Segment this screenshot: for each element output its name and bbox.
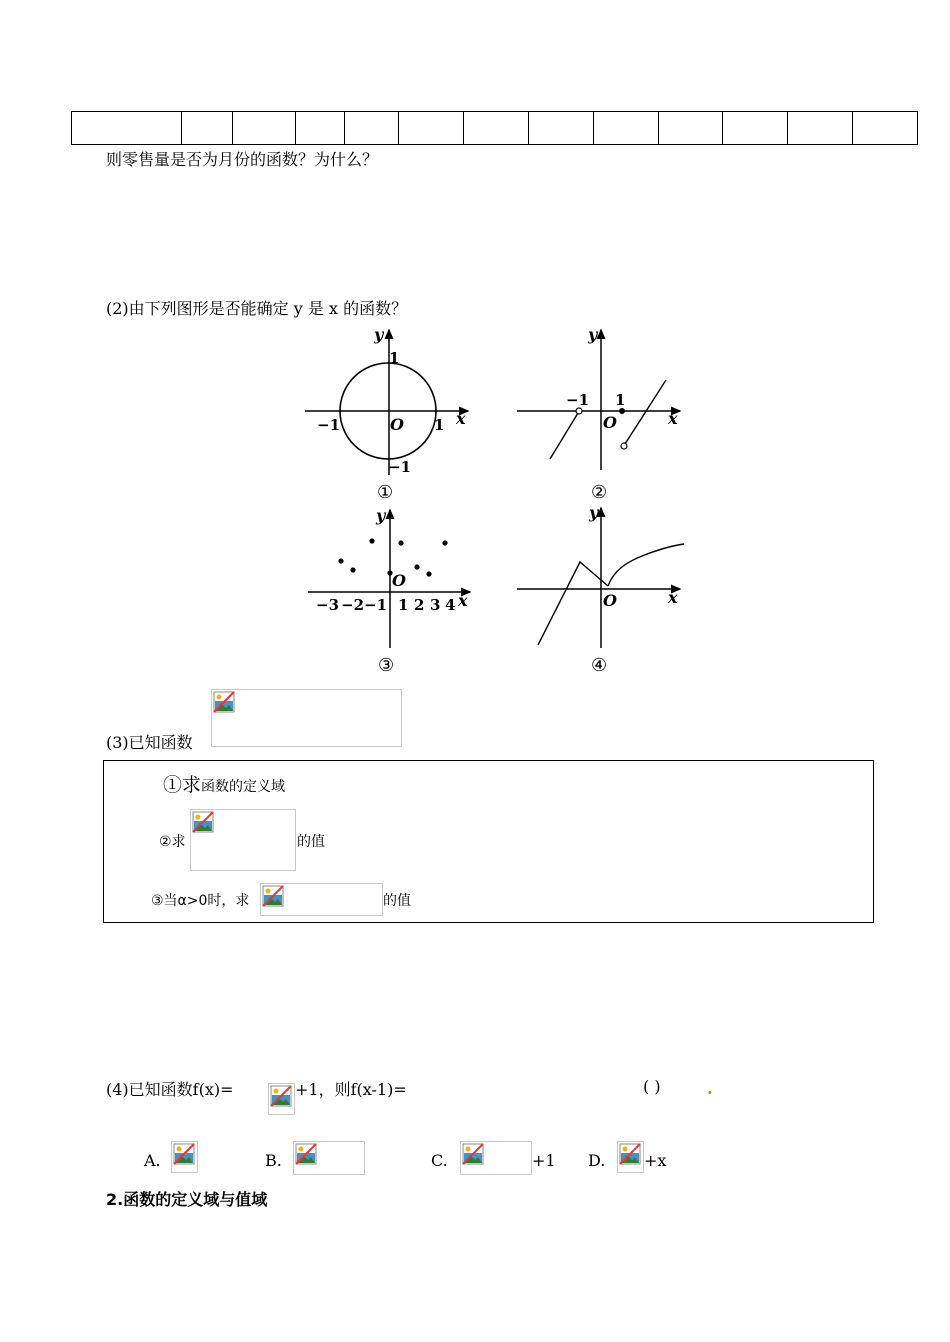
tick-label: 4 bbox=[445, 596, 456, 614]
data-point bbox=[414, 564, 419, 569]
option-d-image bbox=[617, 1141, 644, 1173]
y-label: y bbox=[589, 503, 599, 522]
tick-label: −1 bbox=[317, 416, 341, 434]
formula-image bbox=[260, 883, 383, 916]
table-cell bbox=[723, 112, 788, 145]
tick-label: 1 bbox=[389, 349, 400, 367]
graph-2 bbox=[512, 320, 692, 505]
graph-label: ① bbox=[377, 482, 394, 503]
table-cell bbox=[528, 112, 593, 145]
curve-piece bbox=[608, 544, 684, 586]
q3-part-1 bbox=[163, 770, 285, 797]
graph-4 bbox=[512, 500, 692, 678]
x-label: x bbox=[668, 588, 678, 607]
part-1-text: 函数的定义域 bbox=[201, 779, 286, 795]
tick-label: −3 bbox=[316, 596, 340, 614]
table-cell bbox=[464, 112, 529, 145]
data-point bbox=[369, 538, 374, 543]
broken-image-icon bbox=[173, 1143, 195, 1165]
broken-image-icon bbox=[262, 885, 284, 907]
answer-dot: . bbox=[707, 1079, 713, 1098]
polyline-piece bbox=[538, 562, 608, 645]
origin-label: O bbox=[603, 591, 617, 610]
tick-label: −1 bbox=[388, 458, 412, 476]
q4-prefix: (4)已知函数f(x)= bbox=[106, 1080, 234, 1099]
option-a-letter: A. bbox=[144, 1151, 161, 1170]
q3-prefix: (3)已知函数 bbox=[106, 733, 193, 752]
tick-label: 3 bbox=[430, 596, 441, 614]
table-cell bbox=[399, 112, 464, 145]
table-cell bbox=[788, 112, 853, 145]
formula-image bbox=[211, 689, 402, 747]
option-c-suffix: +1 bbox=[532, 1151, 556, 1170]
open-point bbox=[621, 443, 627, 449]
origin-label: O bbox=[603, 413, 617, 432]
table-cell bbox=[232, 112, 296, 145]
option-b-image bbox=[293, 1141, 365, 1175]
origin-label: O bbox=[392, 571, 406, 590]
broken-image-icon bbox=[213, 691, 235, 713]
q2-question: (2)由下列图形是否能确定 y 是 x 的函数？ bbox=[106, 299, 408, 318]
y-label: y bbox=[588, 325, 598, 344]
broken-image-icon bbox=[295, 1143, 317, 1165]
table-cell bbox=[72, 112, 182, 145]
q4-middle: +1，则f(x-1)= bbox=[295, 1080, 407, 1099]
formula-image bbox=[268, 1083, 295, 1115]
option-c-image bbox=[460, 1141, 532, 1175]
x-label: x bbox=[456, 409, 466, 428]
option-c-letter: C. bbox=[431, 1151, 448, 1170]
tick-label: 2 bbox=[414, 596, 425, 614]
broken-image-icon bbox=[270, 1085, 292, 1107]
option-a-image bbox=[171, 1141, 198, 1173]
part-1-num: ①求 bbox=[163, 774, 202, 796]
part-3-suffix: 的值 bbox=[383, 893, 411, 909]
table-row bbox=[72, 112, 918, 145]
x-label: x bbox=[668, 409, 678, 428]
table-cell bbox=[593, 112, 658, 145]
tick-label: −1 bbox=[364, 596, 388, 614]
table-cell bbox=[296, 112, 345, 145]
data-point bbox=[442, 540, 447, 545]
table-cell bbox=[853, 112, 918, 145]
right-ray bbox=[625, 380, 666, 444]
table-cell bbox=[658, 112, 723, 145]
option-d-suffix: +x bbox=[644, 1151, 667, 1170]
broken-image-icon bbox=[619, 1143, 641, 1165]
data-point bbox=[426, 571, 431, 576]
option-b-letter: B. bbox=[265, 1151, 282, 1170]
y-label: y bbox=[376, 506, 386, 525]
x-label: x bbox=[458, 591, 468, 610]
tick-label: 1 bbox=[434, 416, 445, 434]
answer-paren: ( ) bbox=[643, 1077, 661, 1096]
data-point bbox=[338, 558, 343, 563]
table-cell bbox=[181, 112, 232, 145]
q1-question: 则零售量是否为月份的函数？为什么？ bbox=[106, 150, 379, 169]
tick-label: 1 bbox=[398, 596, 409, 614]
part-2-suffix: 的值 bbox=[297, 834, 325, 850]
y-label: y bbox=[374, 325, 384, 344]
broken-image-icon bbox=[462, 1143, 484, 1165]
graph-3 bbox=[300, 500, 480, 678]
section-2-title: 2.函数的定义域与值域 bbox=[106, 1190, 268, 1209]
formula-image bbox=[190, 809, 296, 871]
part-2-prefix: ②求 bbox=[159, 834, 186, 850]
data-point bbox=[398, 540, 403, 545]
graph-label: ④ bbox=[591, 655, 608, 676]
graph-label: ② bbox=[591, 482, 608, 503]
tick-label: −1 bbox=[566, 391, 590, 409]
data-point bbox=[350, 567, 355, 572]
option-d-letter: D. bbox=[588, 1151, 606, 1170]
tick-label: −2 bbox=[341, 596, 365, 614]
left-ray bbox=[550, 413, 578, 459]
data-table bbox=[71, 111, 918, 145]
table-cell bbox=[345, 112, 399, 145]
broken-image-icon bbox=[192, 811, 214, 833]
graph-1 bbox=[300, 320, 480, 505]
part-3-prefix: ③当α>0时，求 bbox=[151, 893, 250, 909]
graph-label: ③ bbox=[378, 655, 395, 676]
origin-label: O bbox=[390, 415, 404, 434]
tick-label: 1 bbox=[615, 391, 626, 409]
